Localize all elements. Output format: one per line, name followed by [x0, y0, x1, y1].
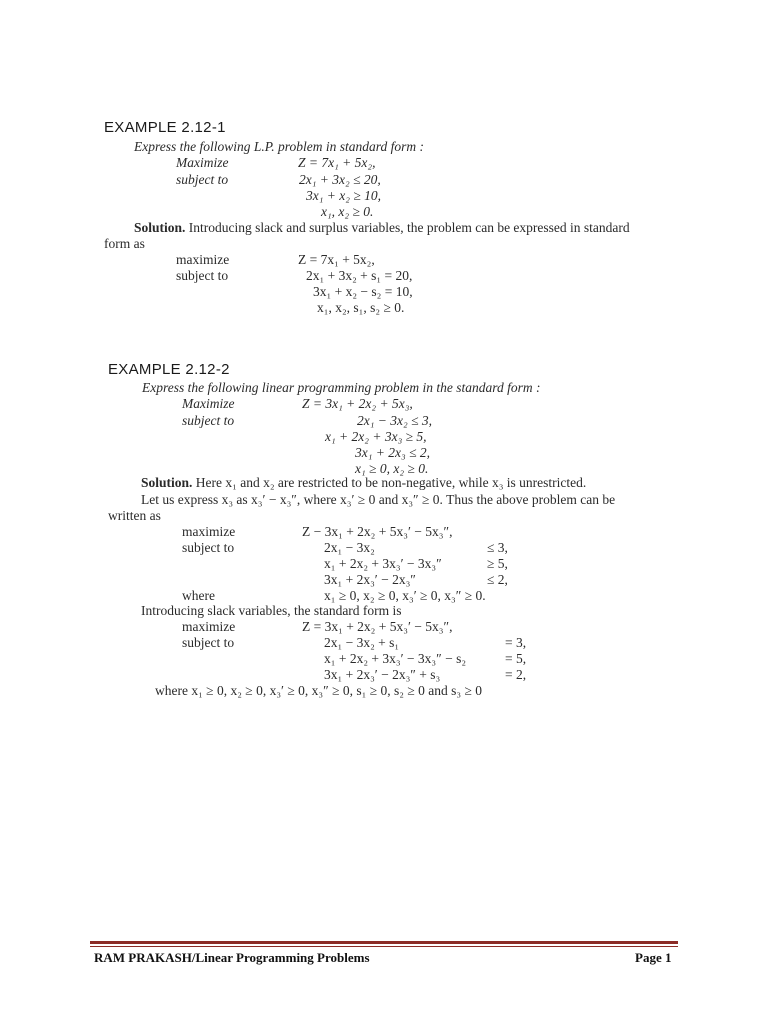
- example-2-constraint: 2x₁ − 3x₂ ≤ 3,: [357, 413, 433, 428]
- form1-where-label: where: [182, 588, 215, 603]
- example-1-statement: Express the following L.P. problem in standard form :: [134, 139, 425, 154]
- example-2-slack-intro: Introducing slack variables, the standard form is: [141, 603, 402, 618]
- example-1-solution: [134, 220, 630, 236]
- example-1-std-constraint: 3x₁ + x₂ − s₂ = 10,: [313, 284, 413, 299]
- example-1-subject-label: subject to: [176, 172, 229, 187]
- form1-subject-label: subject to: [182, 540, 235, 555]
- example-1-constraint: 2x₁ + 3x₂ ≤ 20,: [299, 172, 381, 187]
- example-2-constraint: x₁ ≥ 0, x₂ ≥ 0.: [355, 461, 429, 476]
- example-1-std-constraint: 2x₁ + 3x₂ + s₁ = 20,: [306, 268, 413, 283]
- form1-constraint-lhs: 3x₁ + 2x₃′ − 2x₃″: [324, 572, 416, 587]
- form1-maximize-label: maximize: [182, 524, 236, 539]
- example-1-std-constraint: x₁, x₂, s₁, s₂ ≥ 0.: [317, 300, 405, 315]
- form2-constraint-rhs: = 5,: [505, 651, 527, 666]
- example-2-maximize-label: Maximize: [182, 396, 235, 411]
- example-1-std-subject-label: subject to: [176, 268, 229, 283]
- footer-title: RAM PRAKASH/Linear Programming Problems: [94, 950, 370, 965]
- form2-constraint-lhs: 3x₁ + 2x₃′ − 2x₃″ + s₃: [324, 667, 441, 682]
- example-2-final-where: where x₁ ≥ 0, x₂ ≥ 0, x₃′ ≥ 0, x₃″ ≥ 0, s₁ ≥ 0, s₂ ≥ 0 and s₃ ≥ 0: [155, 683, 482, 698]
- example-1-maximize-label: Maximize: [176, 155, 229, 170]
- form2-objective: Z = 3x₁ + 2x₂ + 5x₃′ − 5x₃″,: [302, 619, 453, 634]
- form1-constraint-rhs: ≤ 3,: [487, 540, 508, 555]
- form1-constraint-lhs: x₁ + 2x₂ + 3x₃′ − 3x₃″: [324, 556, 442, 571]
- example-1-constraint: x₁, x₂ ≥ 0.: [321, 204, 374, 219]
- page-number: Page 1: [635, 950, 672, 965]
- example-1-constraint: 3x₁ + x₂ ≥ 10,: [306, 188, 382, 203]
- example-2-objective: Z = 3x₁ + 2x₂ + 5x₃,: [302, 396, 413, 411]
- example-1-std-objective: Z = 7x₁ + 5x₂,: [298, 252, 375, 267]
- footer-rule-thick: [90, 941, 678, 944]
- example-1-std-maximize-label: maximize: [176, 252, 230, 267]
- form2-constraint-lhs: x₁ + 2x₂ + 3x₃′ − 3x₃″ − s₂: [324, 651, 467, 666]
- example-2-constraint: 3x₁ + 2x₃ ≤ 2,: [355, 445, 431, 460]
- solution-text: Here x₁ and x₂ are restricted to be non-negative, while x₃ is unrestricted.: [192, 475, 587, 490]
- form1-constraint-rhs: ≤ 2,: [487, 572, 508, 587]
- footer-rule-thin: [90, 946, 678, 947]
- example-1-objective: Z = 7x₁ + 5x₂,: [298, 155, 376, 170]
- form2-maximize-label: maximize: [182, 619, 236, 634]
- form1-constraint-rhs: ≥ 5,: [487, 556, 508, 571]
- solution-text: Introducing slack and surplus variables, the problem can be expressed in standard: [185, 220, 630, 235]
- form2-subject-label: subject to: [182, 635, 235, 650]
- solution-label: Solution.: [134, 220, 186, 235]
- form2-constraint-rhs: = 2,: [505, 667, 527, 682]
- example-2-solution: [141, 475, 586, 491]
- form1-constraint-lhs: 2x₁ − 3x₂: [324, 540, 375, 555]
- example-2-heading: EXAMPLE 2.12-2: [108, 361, 230, 378]
- example-1-heading: EXAMPLE 2.12-1: [104, 119, 226, 136]
- example-2-para2-cont: written as: [108, 508, 161, 523]
- example-2-subject-label: subject to: [182, 413, 235, 428]
- example-2-constraint: x₁ + 2x₂ + 3x₃ ≥ 5,: [325, 429, 427, 444]
- form1-objective: Z − 3x₁ + 2x₂ + 5x₃′ − 5x₃″,: [302, 524, 453, 539]
- form2-constraint-lhs: 2x₁ − 3x₂ + s₁: [324, 635, 400, 650]
- form2-constraint-rhs: = 3,: [505, 635, 527, 650]
- form1-where-text: x₁ ≥ 0, x₂ ≥ 0, x₃′ ≥ 0, x₃″ ≥ 0.: [324, 588, 486, 603]
- example-1-solution-cont: form as: [104, 236, 145, 251]
- example-2-statement: Express the following linear programming problem in the standard form :: [142, 380, 541, 395]
- solution-label: Solution.: [141, 475, 193, 490]
- example-2-para2: Let us express x₃ as x₃′ − x₃″, where x₃′ ≥ 0 and x₃″ ≥ 0. Thus the above problem can be: [141, 492, 616, 507]
